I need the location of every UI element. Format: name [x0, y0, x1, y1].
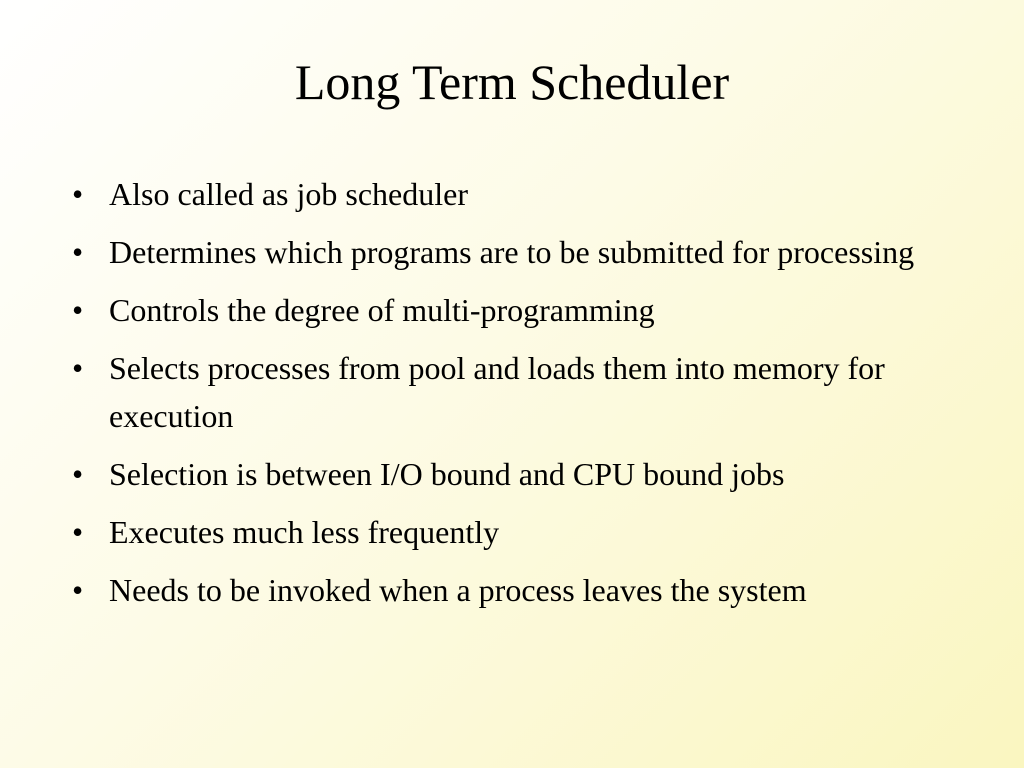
- bullet-icon: •: [72, 234, 84, 270]
- list-item: [72, 508, 972, 556]
- slide-title: Long Term Scheduler: [294, 54, 730, 110]
- bullet-text: Controls the degree of multi-programming: [109, 292, 655, 328]
- list-item: [72, 344, 972, 440]
- bullet-text: Selection is between I/O bound and CPU bound jobs: [109, 456, 785, 492]
- bullet-icon: •: [72, 292, 84, 328]
- bullet-text: Determines which programs are to be submitted for processing: [109, 234, 915, 270]
- bullet-text: Needs to be invoked when a process leaves the system: [109, 572, 807, 608]
- bullet-icon: •: [72, 514, 84, 550]
- bullet-icon: •: [72, 350, 84, 386]
- bullet-text: Also called as job scheduler: [109, 176, 468, 212]
- list-item: [72, 170, 972, 218]
- bullet-text: Selects processes from pool and loads them into memory for execution: [109, 350, 885, 434]
- list-item: [72, 286, 972, 334]
- list-item: [72, 450, 972, 498]
- list-item: [72, 228, 972, 276]
- bullet-icon: •: [72, 572, 84, 608]
- bullet-icon: •: [72, 456, 84, 492]
- list-item: [72, 566, 972, 614]
- bullet-icon: •: [72, 176, 84, 212]
- bullet-text: Executes much less frequently: [109, 514, 500, 550]
- bullet-list: [72, 170, 972, 624]
